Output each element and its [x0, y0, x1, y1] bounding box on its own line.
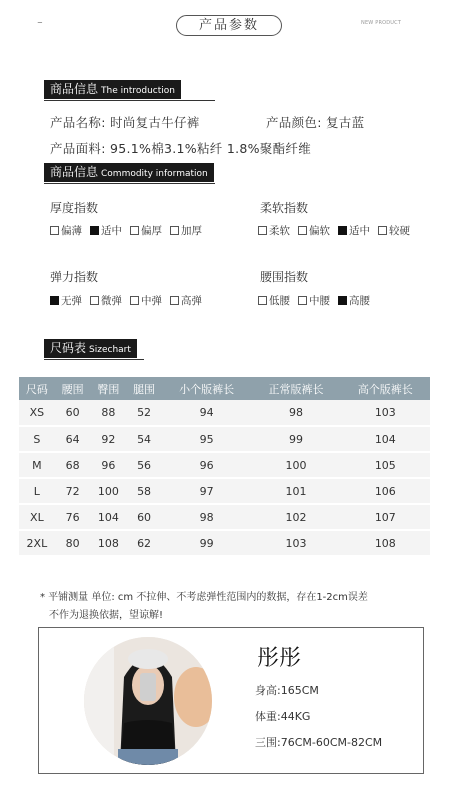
product-color-value: 复古蓝	[326, 115, 365, 130]
checkbox-empty-icon	[130, 296, 139, 305]
option-label: 偏厚	[141, 225, 162, 237]
table-cell: 92	[90, 426, 126, 452]
table-cell: XS	[19, 400, 55, 426]
section-tag-cn: 尺码表	[50, 341, 87, 355]
param-title-waist: 腰围指数	[260, 270, 309, 284]
option-item	[50, 223, 82, 238]
table-cell: 76	[55, 504, 91, 530]
section-tag-introduction	[44, 80, 181, 99]
param-options-softness	[258, 223, 410, 238]
option-label: 无弹	[61, 295, 82, 307]
option-item	[258, 223, 290, 238]
table-cell: 108	[341, 530, 430, 556]
product-fabric	[50, 139, 311, 157]
table-row	[19, 400, 430, 426]
table-header-cell: 腰围	[55, 377, 91, 400]
table-cell: L	[19, 478, 55, 504]
section-underline	[44, 359, 144, 360]
table-cell: 52	[126, 400, 162, 426]
option-label: 高腰	[349, 295, 370, 307]
option-item	[170, 223, 202, 238]
checkbox-checked-icon	[338, 296, 347, 305]
table-cell: 64	[55, 426, 91, 452]
table-cell: M	[19, 452, 55, 478]
product-fabric-label: 产品面料:	[50, 141, 106, 156]
table-cell: 88	[90, 400, 126, 426]
checkbox-checked-icon	[338, 226, 347, 235]
option-label: 中弹	[141, 295, 162, 307]
section-tag-en: Commodity information	[101, 169, 208, 179]
model-height: 身高:165CM	[255, 684, 319, 697]
option-label: 加厚	[181, 225, 202, 237]
table-header-row	[19, 377, 430, 400]
checkbox-checked-icon	[90, 226, 99, 235]
table-cell: 106	[341, 478, 430, 504]
table-cell: 99	[251, 426, 340, 452]
measurement-note: * 平铺测量 单位: cm 不拉伸、不考虑弹性范围内的数据，存在1-2cm误差	[40, 592, 368, 603]
table-cell: 60	[55, 400, 91, 426]
product-name-label: 产品名称:	[50, 115, 106, 130]
product-name	[50, 113, 200, 131]
option-item	[338, 223, 370, 238]
menu-icon[interactable]: ⁻	[37, 18, 43, 31]
table-cell: 100	[90, 478, 126, 504]
table-cell: 98	[162, 504, 251, 530]
option-label: 适中	[101, 225, 122, 237]
product-color-label: 产品颜色:	[266, 115, 322, 130]
param-options-thickness	[50, 223, 202, 238]
option-item	[130, 223, 162, 238]
table-cell: 103	[341, 400, 430, 426]
table-cell: 98	[251, 400, 340, 426]
param-options-elasticity	[50, 293, 202, 308]
product-fabric-value: 95.1%棉3.1%粘纤 1.8%聚酯纤维	[110, 141, 311, 156]
checkbox-empty-icon	[170, 296, 179, 305]
checkbox-empty-icon	[258, 226, 267, 235]
model-measurements: 三围:76CM-60CM-82CM	[255, 736, 383, 749]
table-cell: 104	[341, 426, 430, 452]
option-label: 较硬	[389, 225, 410, 237]
table-row	[19, 504, 430, 530]
table-row	[19, 530, 430, 556]
option-item	[338, 293, 370, 308]
option-item	[170, 293, 202, 308]
table-cell: 103	[251, 530, 340, 556]
option-label: 中腰	[309, 295, 330, 307]
option-label: 柔软	[269, 225, 290, 237]
table-cell: 107	[341, 504, 430, 530]
table-cell: 97	[162, 478, 251, 504]
table-cell: S	[19, 426, 55, 452]
table-header-cell: 臀围	[90, 377, 126, 400]
table-cell: XL	[19, 504, 55, 530]
table-cell: 94	[162, 400, 251, 426]
option-item	[90, 293, 122, 308]
table-header-cell: 小个版裤长	[162, 377, 251, 400]
checkbox-empty-icon	[50, 226, 59, 235]
section-tag-cn: 商品信息	[50, 82, 99, 96]
table-row	[19, 426, 430, 452]
table-cell: 104	[90, 504, 126, 530]
table-cell: 100	[251, 452, 340, 478]
param-title-elasticity: 弹力指数	[50, 270, 99, 284]
option-item	[90, 223, 122, 238]
table-cell: 108	[90, 530, 126, 556]
table-cell: 54	[126, 426, 162, 452]
measurement-note-2: 不作为退换依据，望谅解!	[49, 610, 164, 621]
product-name-value: 时尚复古牛仔裤	[110, 115, 200, 130]
section-tag-en: The introduction	[101, 86, 175, 96]
option-label: 偏软	[309, 225, 330, 237]
option-item	[298, 223, 330, 238]
option-item	[130, 293, 162, 308]
checkbox-empty-icon	[170, 226, 179, 235]
page-title: 产品参数	[176, 15, 282, 36]
checkbox-checked-icon	[50, 296, 59, 305]
model-card	[38, 627, 424, 774]
option-item	[258, 293, 290, 308]
option-item	[298, 293, 330, 308]
section-underline	[44, 183, 215, 184]
table-header-cell: 腿围	[126, 377, 162, 400]
table-cell: 96	[162, 452, 251, 478]
section-tag-sizechart	[44, 339, 137, 358]
option-item	[50, 293, 82, 308]
table-cell: 99	[162, 530, 251, 556]
checkbox-empty-icon	[298, 296, 307, 305]
model-name: 彤彤	[257, 646, 302, 671]
section-underline	[44, 100, 215, 101]
table-cell: 56	[126, 452, 162, 478]
table-cell: 62	[126, 530, 162, 556]
table-cell: 58	[126, 478, 162, 504]
size-chart-table	[19, 377, 430, 557]
param-title-thickness: 厚度指数	[50, 201, 99, 215]
option-item	[378, 223, 410, 238]
table-cell: 102	[251, 504, 340, 530]
table-cell: 68	[55, 452, 91, 478]
param-options-waist	[258, 293, 370, 308]
option-label: 适中	[349, 225, 370, 237]
option-label: 高弹	[181, 295, 202, 307]
table-cell: 96	[90, 452, 126, 478]
table-header-cell: 正常版裤长	[251, 377, 340, 400]
section-tag-en: Sizechart	[89, 345, 131, 355]
table-cell: 72	[55, 478, 91, 504]
table-cell: 2XL	[19, 530, 55, 556]
table-header-cell: 高个版裤长	[341, 377, 430, 400]
checkbox-empty-icon	[298, 226, 307, 235]
table-cell: 105	[341, 452, 430, 478]
option-label: 偏薄	[61, 225, 82, 237]
section-tag-cn: 商品信息	[50, 165, 99, 179]
model-photo	[84, 637, 212, 765]
checkbox-empty-icon	[130, 226, 139, 235]
option-label: 低腰	[269, 295, 290, 307]
option-label: 微弹	[101, 295, 122, 307]
table-header-cell: 尺码	[19, 377, 55, 400]
table-cell: 95	[162, 426, 251, 452]
section-tag-commodity	[44, 163, 214, 182]
checkbox-empty-icon	[378, 226, 387, 235]
product-color	[266, 113, 364, 131]
checkbox-empty-icon	[90, 296, 99, 305]
model-weight: 体重:44KG	[255, 710, 311, 723]
table-row	[19, 452, 430, 478]
new-product-label: NEW PRODUCT	[361, 20, 402, 26]
table-cell: 60	[126, 504, 162, 530]
table-cell: 80	[55, 530, 91, 556]
table-row	[19, 478, 430, 504]
table-cell: 101	[251, 478, 340, 504]
param-title-softness: 柔软指数	[260, 201, 309, 215]
checkbox-empty-icon	[258, 296, 267, 305]
